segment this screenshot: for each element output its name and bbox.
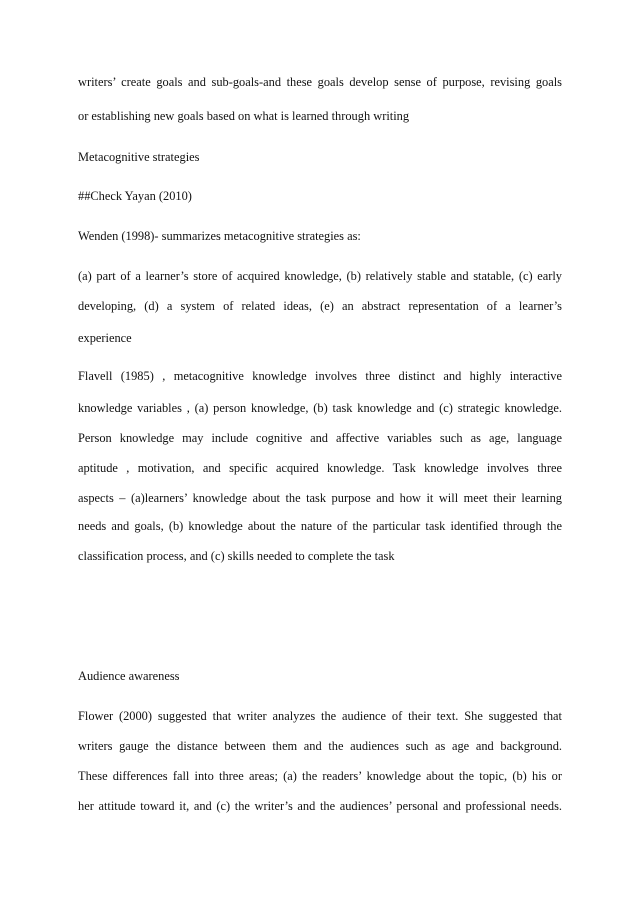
text-line: developing, (d) a system of related ideas, (e) an abstract representation of a learner’s: [78, 299, 562, 313]
text-line: Wenden (1998)- summarizes metacognitive strategies as:: [78, 229, 361, 243]
text-line: writers’ create goals and sub-goals-and these goals develop sense of purpose, revising goals: [78, 75, 562, 89]
text-line: Flavell (1985) , metacognitive knowledge involves three distinct and highly interactive: [78, 369, 562, 383]
text-line: These differences fall into three areas; (a) the readers’ knowledge about the topic, (b) his or: [78, 769, 562, 783]
text-line: her attitude toward it, and (c) the writer’s and the audiences’ personal and professional needs.: [78, 799, 562, 813]
text-line: Person knowledge may include cognitive and affective variables such as age, language: [78, 431, 562, 445]
heading-audience-awareness: Audience awareness: [78, 669, 180, 683]
text-line: needs and goals, (b) knowledge about the nature of the particular task identified through the: [78, 519, 562, 533]
heading-metacognitive-strategies: Metacognitive strategies: [78, 150, 200, 164]
text-line: classification process, and (c) skills needed to complete the task: [78, 549, 395, 563]
text-line: experience: [78, 331, 132, 345]
text-line: aptitude , motivation, and specific acquired knowledge. Task knowledge involves three: [78, 461, 562, 475]
text-line: aspects – (a)learners’ knowledge about the task purpose and how it will meet their learning: [78, 491, 562, 505]
text-line: or establishing new goals based on what is learned through writing: [78, 109, 410, 123]
text-line: ##Check Yayan (2010): [78, 189, 192, 203]
text-line: (a) part of a learner’s store of acquired knowledge, (b) relatively stable and statable, (c) early: [78, 269, 562, 283]
text-line: writers gauge the distance between them and the audiences such as age and background.: [78, 739, 562, 753]
text-line: Flower (2000) suggested that writer analyzes the audience of their text. She suggested that: [78, 709, 562, 723]
text-line: knowledge variables , (a) person knowledge, (b) task knowledge and (c) strategic knowledge.: [78, 401, 562, 415]
